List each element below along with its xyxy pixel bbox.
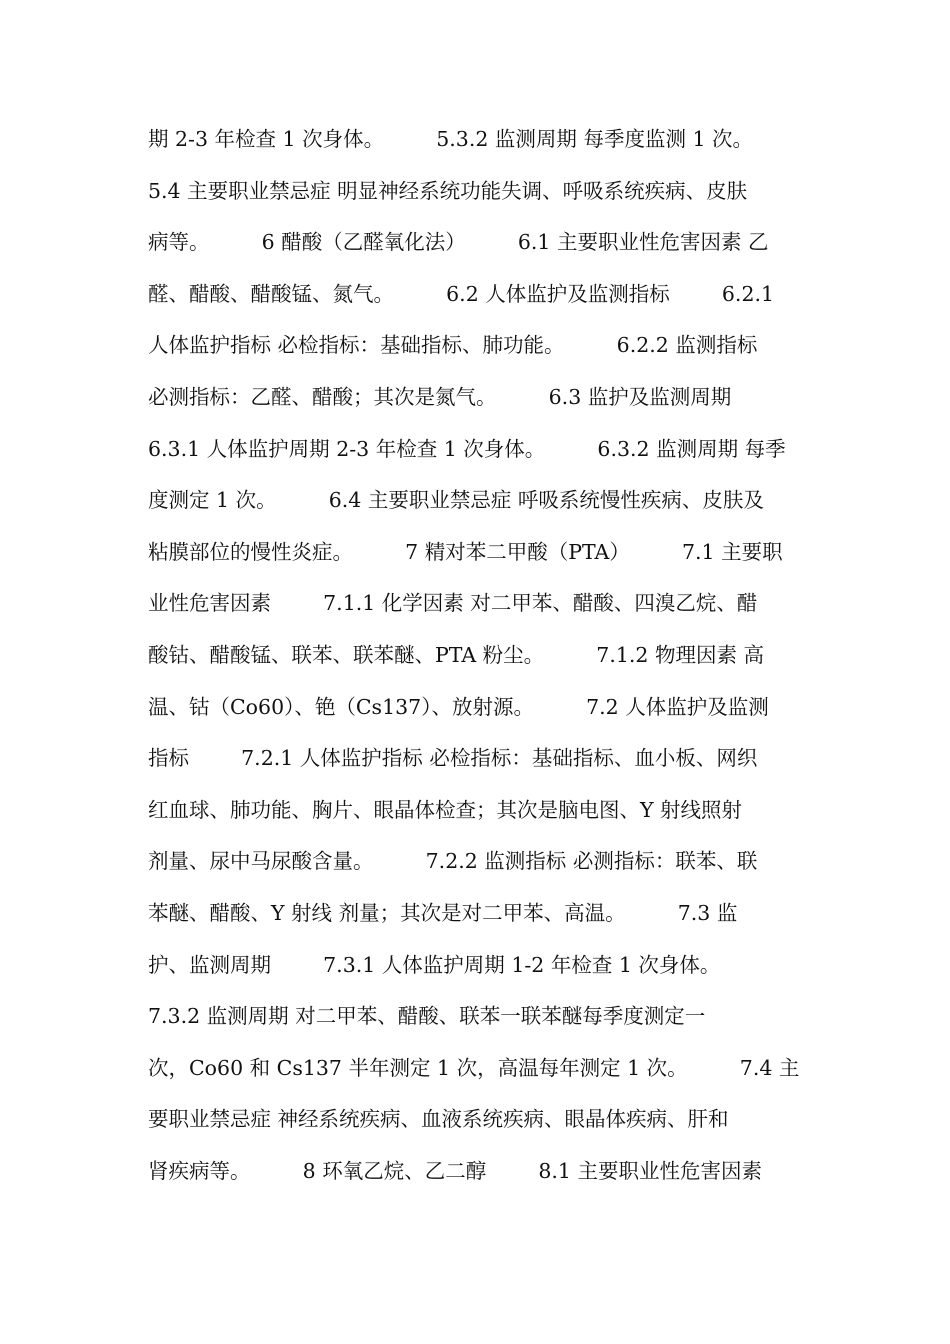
- text-line: 苯醚、醋酸、Y 射线 剂量；其次是对二甲苯、高温。 7.3 监: [148, 900, 738, 925]
- text-line: 6.3.1 人体监护周期 2-3 年检查 1 次身体。 6.3.2 监测周期 每季: [148, 436, 786, 461]
- text-line: 病等。 6 醋酸（乙醛氧化法） 6.1 主要职业性危害因素 乙: [148, 230, 769, 255]
- text-line: 期 2-3 年检查 1 次身体。 5.3.2 监测周期 每季度监测 1 次。: [148, 127, 754, 151]
- text-line: 要职业禁忌症 神经系统疾病、血液系统疾病、眼晶体疾病、肝和: [148, 1107, 729, 1132]
- body-text: [148, 114, 828, 1197]
- text-line: 人体监护指标 必检指标：基础指标、肺功能。 6.2.2 监测指标: [148, 333, 758, 358]
- text-line: 红血球、肺功能、胸片、眼晶体检查；其次是脑电图、Y 射线照射: [148, 797, 743, 822]
- text-line: 剂量、尿中马尿酸含量。 7.2.2 监测指标 必测指标：联苯、联: [148, 849, 758, 874]
- text-line: 护、监测周期 7.3.1 人体监护周期 1-2 年检查 1 次身体。: [148, 952, 721, 977]
- text-line: 7.3.2 监测周期 对二甲苯、醋酸、联苯一联苯醚每季度测定一: [148, 1004, 706, 1029]
- text-line: 粘膜部位的慢性炎症。 7 精对苯二甲酸（PTA） 7.1 主要职: [148, 539, 783, 564]
- text-line: 指标 7.2.1 人体监护指标 必检指标：基础指标、血小板、网织: [148, 746, 758, 771]
- text-line: 温、钴（Co60）、铯（Cs137）、放射源。 7.2 人体监护及监测: [148, 694, 769, 719]
- text-line: 业性危害因素 7.1.1 化学因素 对二甲苯、醋酸、四溴乙烷、醋: [148, 591, 758, 616]
- text-line: 必测指标：乙醛、醋酸；其次是氮气。 6.3 监护及监测周期: [148, 384, 732, 409]
- text-line: 酸钴、醋酸锰、联苯、联苯醚、PTA 粉尘。 7.1.2 物理因素 高: [148, 642, 764, 667]
- text-line: 度测定 1 次。 6.4 主要职业禁忌症 呼吸系统慢性疾病、皮肤及: [148, 488, 764, 513]
- text-line: 肾疾病等。 8 环氧乙烷、乙二醇 8.1 主要职业性危害因素: [148, 1158, 762, 1183]
- text-line: 5.4 主要职业禁忌症 明显神经系统功能失调、呼吸系统疾病、皮肤: [148, 178, 748, 203]
- text-line: 醛、醋酸、醋酸锰、氮气。 6.2 人体监护及监测指标 6.2.1: [148, 281, 775, 306]
- text-line: 次，Co60 和 Cs137 半年测定 1 次，高温每年测定 1 次。 7.4 主: [148, 1055, 800, 1080]
